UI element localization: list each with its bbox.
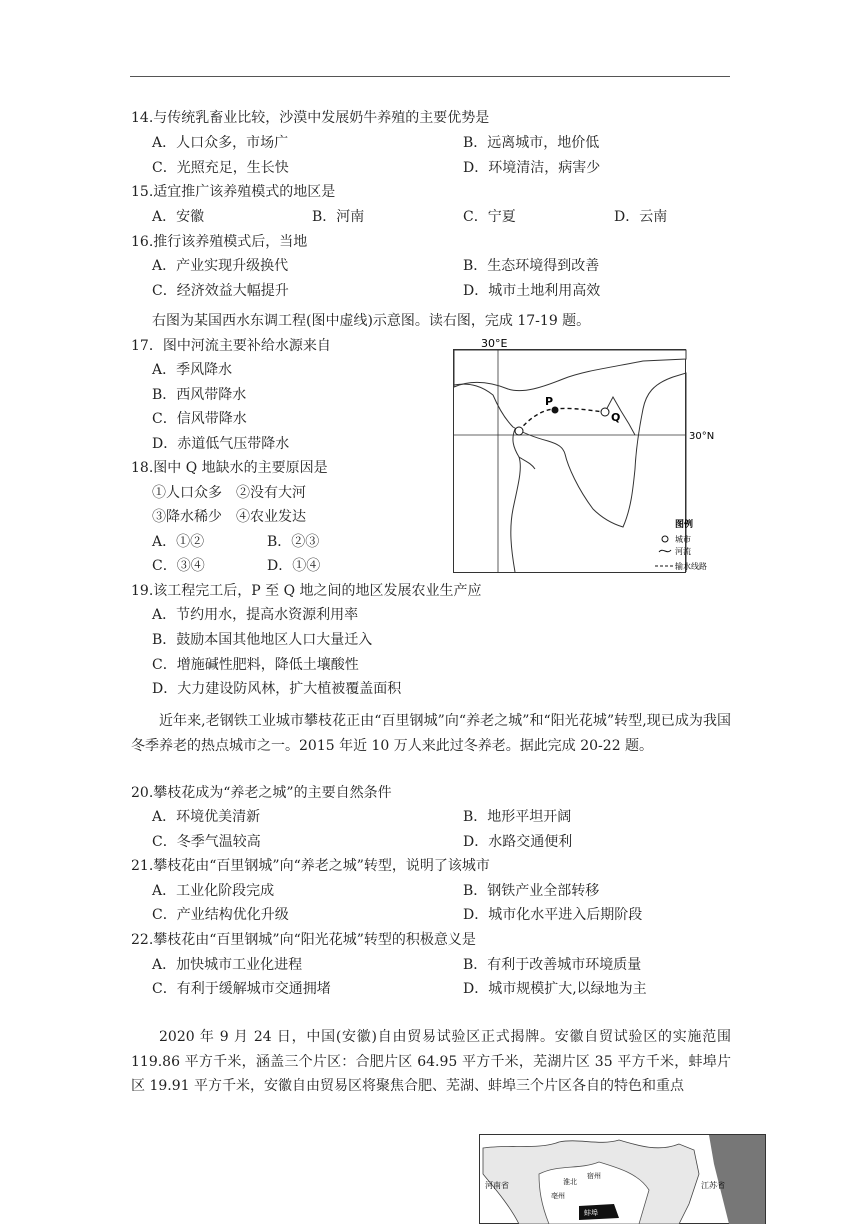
legend-city: 城市 — [675, 535, 691, 544]
point-q-marker — [601, 408, 609, 416]
q19-option-c[interactable]: C．增施碱性肥料，降低土壤酸性 — [152, 657, 359, 673]
q14-option-a[interactable]: A．人口众多，市场广 — [152, 135, 289, 151]
q15-option-c[interactable]: C．宁夏 — [463, 209, 516, 225]
q19-option-d[interactable]: D．大力建设防风林，扩大植被覆盖面积 — [152, 681, 402, 697]
q18-stem: 18.图中 Q 地缺水的主要原因是 — [131, 460, 328, 476]
intro-20-22: 近年来,老钢铁工业城市攀枝花正由“百里钢城”向“养老之城”和“阳光花城”转型,现已成为我国冬季养老的热点城市之一。2015 年近 10 万人来此过冬养老。据此完成 20-22 题。 — [131, 713, 731, 754]
q17-option-a[interactable]: A．季风降水 — [152, 362, 233, 378]
legend-city-icon — [662, 536, 668, 542]
q17-option-c[interactable]: C．信风带降水 — [152, 411, 247, 427]
q21-option-c[interactable]: C．产业结构优化升级 — [152, 907, 289, 923]
legend-river: 河流 — [675, 547, 691, 556]
q16-option-a[interactable]: A．产业实现升级换代 — [152, 258, 289, 274]
label-q: Q — [611, 411, 621, 424]
q16-option-c[interactable]: C．经济效益大幅提升 — [152, 283, 289, 299]
q15-stem: 15.适宜推广该养殖模式的地区是 — [131, 184, 336, 200]
anhui-map — [479, 1134, 769, 1224]
q20-stem: 20.攀枝花成为“养老之城”的主要自然条件 — [131, 785, 392, 801]
q18-option-c[interactable]: C．③④ — [152, 558, 205, 574]
label-jiangsu: 江苏省 — [701, 1181, 725, 1190]
q20-option-a[interactable]: A．环境优美清新 — [152, 809, 261, 825]
label-huaibei: 淮北 — [563, 1178, 577, 1186]
q16-option-d[interactable]: D．城市土地利用高效 — [463, 283, 601, 299]
q17-option-b[interactable]: B．西风带降水 — [152, 387, 247, 403]
q19-option-b[interactable]: B．鼓励本国其他地区人口大量迁入 — [152, 632, 373, 648]
q19-option-a[interactable]: A．节约用水，提高水资源利用率 — [152, 607, 359, 623]
q15-option-b[interactable]: B．河南 — [312, 209, 365, 225]
q16-stem: 16.推行该养殖模式后，当地 — [131, 234, 308, 250]
q15-option-d[interactable]: D．云南 — [614, 209, 668, 225]
city-marker — [515, 427, 523, 435]
q20-option-c[interactable]: C．冬季气温较高 — [152, 834, 261, 850]
q22-stem: 22.攀枝花由“百里钢城”向“阳光花城”转型的积极意义是 — [131, 932, 476, 948]
q21-stem: 21.攀枝花由“百里钢城”向“养老之城”转型，说明了该城市 — [131, 858, 490, 874]
q18-option-d[interactable]: D．①④ — [267, 558, 321, 574]
q18-statements-2: ③降水稀少 ④农业发达 — [152, 509, 306, 525]
label-henan: 河南省 — [485, 1181, 509, 1190]
q17-stem: 17．图中河流主要补给水源来自 — [131, 338, 331, 354]
q15-option-a[interactable]: A．安徽 — [152, 209, 205, 225]
header-rule — [130, 76, 730, 77]
q14-stem: 14.与传统乳畜业比较，沙漠中发展奶牛养殖的主要优势是 — [131, 110, 490, 126]
q22-option-a[interactable]: A．加快城市工业化进程 — [152, 957, 303, 973]
q20-option-b[interactable]: B．地形平坦开阔 — [463, 809, 572, 825]
q14-option-d[interactable]: D．环境清洁，病害少 — [463, 160, 601, 176]
label-suzhou: 宿州 — [587, 1172, 601, 1180]
q20-option-d[interactable]: D．水路交通便利 — [463, 834, 573, 850]
q19-stem: 19.该工程完工后，P 至 Q 地之间的地区发展农业生产应 — [131, 583, 482, 599]
intro-17-19: 右图为某国西水东调工程(图中虚线)示意图。读右图，完成 17-19 题。 — [152, 313, 591, 329]
longitude-label: 30°E — [481, 337, 508, 350]
q22-option-b[interactable]: B．有利于改善城市环境质量 — [463, 957, 642, 973]
q21-option-a[interactable]: A．工业化阶段完成 — [152, 883, 275, 899]
q16-option-b[interactable]: B．生态环境得到改善 — [463, 258, 600, 274]
legend-title: 图例 — [675, 520, 694, 530]
q22-option-c[interactable]: C．有利于缓解城市交通拥堵 — [152, 981, 331, 997]
legend-route: 输水线路 — [675, 562, 707, 571]
q18-option-b[interactable]: B．②③ — [267, 534, 320, 550]
q18-option-a[interactable]: A．①② — [152, 534, 205, 550]
intro-23: 2020 年 9 月 24 日，中国(安徽)自由贸易试验区正式揭牌。安徽自贸试验区的实施范围 119.86 平方千米，涵盖三个片区：合肥片区 64.95 平方千米，芜湖片区 35 平方千米，蚌埠片区 19.91 平方千米，安徽自由贸易区将聚焦合肥、芜湖、蚌埠三个片区各自的特色和重点 — [131, 1029, 731, 1094]
water-diversion-map — [453, 337, 722, 573]
q17-option-d[interactable]: D．赤道低气压带降水 — [152, 436, 290, 452]
label-bengbu: 蚌埠 — [584, 1209, 598, 1217]
q21-option-d[interactable]: D．城市化水平进入后期阶段 — [463, 907, 643, 923]
q14-option-c[interactable]: C．光照充足，生长快 — [152, 160, 289, 176]
latitude-label: 30°N — [689, 431, 715, 442]
q21-option-b[interactable]: B．钢铁产业全部转移 — [463, 883, 600, 899]
q14-option-b[interactable]: B．远离城市，地价低 — [463, 135, 600, 151]
label-bozhou: 亳州 — [551, 1192, 565, 1200]
label-p: P — [545, 395, 554, 408]
q22-option-d[interactable]: D．城市规模扩大,以绿地为主 — [463, 981, 647, 997]
q18-statements-1: ①人口众多 ②没有大河 — [152, 485, 306, 501]
